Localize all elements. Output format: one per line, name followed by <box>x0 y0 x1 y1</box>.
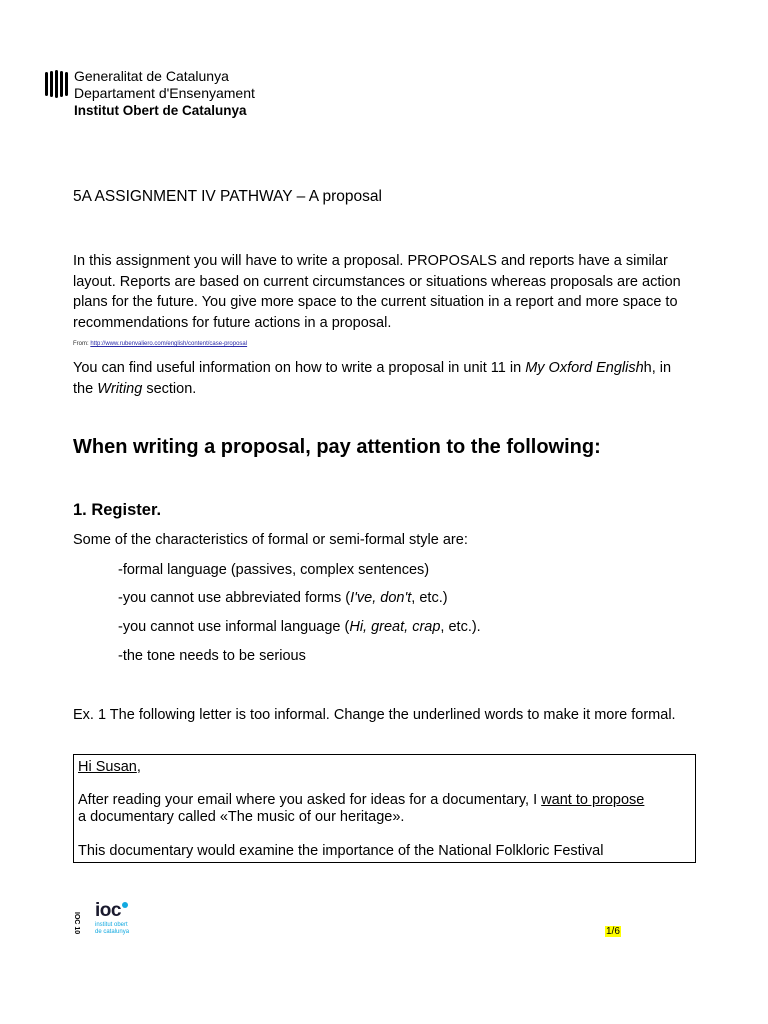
bullet-serious-tone: -the tone needs to be serious <box>118 648 306 664</box>
b3-examples: Hi, great, crap <box>349 619 441 635</box>
letter-line-2 <box>78 792 644 809</box>
l2-underlined: want to propose <box>541 792 645 808</box>
source-citation <box>73 341 247 347</box>
b2-pre: -you cannot use abbreviated forms ( <box>118 590 351 606</box>
page-number: 1/6 <box>606 926 620 937</box>
ioc-sub-1: institut obert <box>95 922 128 928</box>
b2-examples: I've, don't <box>350 590 412 606</box>
greeting-comma: , <box>136 759 141 775</box>
org-line-institut: Institut Obert de Catalunya <box>74 103 247 118</box>
ioc-wordmark: ioc <box>95 900 121 921</box>
b2-post: , etc.) <box>411 590 448 606</box>
bullet-abbreviated-forms <box>118 590 448 606</box>
section-name: Writing <box>97 380 143 397</box>
letter-line-4: This documentary would examine the importance of the National Folkloric Festival <box>78 843 604 859</box>
intro-paragraph: In this assignment you will have to write a proposal. PROPOSALS and reports have a similar layout. Reports are based on current circumstances or situations whereas proposals are action plans for the future. You give more space to the current situation in a report and more space to recommendations for future actions in a proposal. <box>73 253 681 331</box>
b3-pre: -you cannot use informal language ( <box>118 619 350 635</box>
org-line-generalitat: Generalitat de Catalunya <box>74 68 229 84</box>
ioc-logo <box>95 900 129 936</box>
catalan-stripes-icon <box>44 70 68 98</box>
ioc-sub-2: de catalunya <box>95 929 130 935</box>
ioc-dot-icon <box>122 902 128 908</box>
org-line-departament: Departament d'Ensenyament <box>74 85 255 101</box>
organization-header <box>74 68 255 119</box>
bullet-informal-language <box>118 619 481 635</box>
letter-box <box>73 754 696 863</box>
l2-text: After reading your email where you asked for ideas for a documentary, I <box>78 792 542 808</box>
info-part2: h, in the <box>73 360 672 397</box>
book-title: My Oxford English <box>525 360 644 376</box>
greeting-underlined: Hi Susan <box>78 759 137 775</box>
footer-code: IOC 10 <box>73 912 80 935</box>
register-heading: 1. Register. <box>73 501 162 519</box>
assignment-title: 5A ASSIGNMENT IV PATHWAY – A proposal <box>73 188 382 205</box>
letter-line-3: a documentary called «The music of our heritage». <box>78 809 405 825</box>
info-paragraph <box>73 358 693 399</box>
b3-post: , etc.). <box>440 619 481 635</box>
info-part3: section. <box>142 380 197 397</box>
section-heading: When writing a proposal, pay attention to the following: <box>73 436 601 458</box>
exercise-instructions: Ex. 1 The following letter is too informal. Change the underlined words to make it more formal. <box>73 707 676 723</box>
letter-greeting <box>78 759 141 776</box>
bullet-formal-language: -formal language (passives, complex sentences) <box>118 562 430 578</box>
info-part1: You can find useful information on how to write a proposal in unit 11 in <box>73 360 526 376</box>
register-intro: Some of the characteristics of formal or semi-formal style are: <box>73 532 468 548</box>
source-link[interactable]: http://www.rubenvaliero.com/english/content/case-proposal <box>90 341 248 347</box>
source-label: From: <box>73 341 91 347</box>
